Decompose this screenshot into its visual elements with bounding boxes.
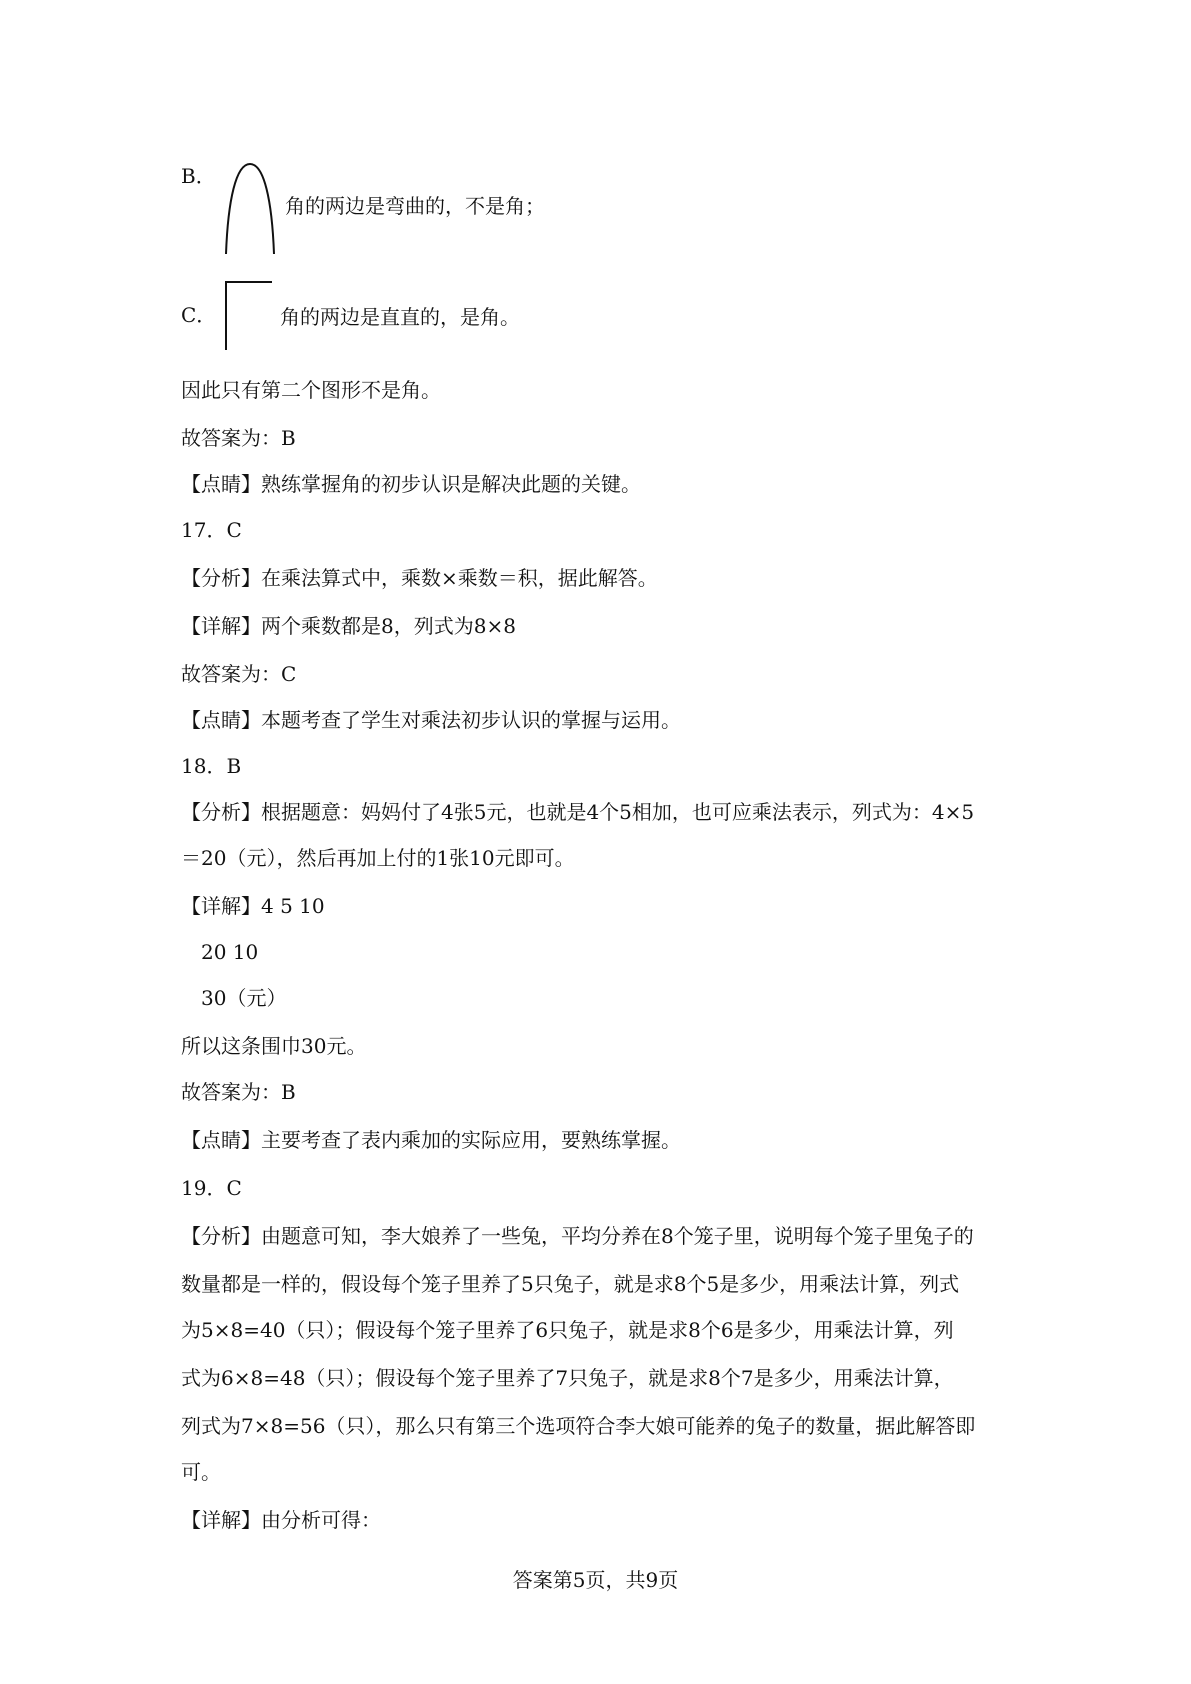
answer-line: 故答案为：C — [181, 662, 297, 686]
comment-line: 【点睛】本题考查了学生对乘法初步认识的掌握与运用。 — [181, 708, 681, 732]
analysis-line: 【分析】根据题意：妈妈付了4张5元，也就是4个5相加，也可应乘法表示，列式为：4×5 — [181, 800, 975, 824]
option-c-letter: C． — [181, 303, 217, 327]
analysis-line: 式为6×8=48（只）；假设每个笼子里养了7只兔子，就是求8个7是多少，用乘法计算， — [181, 1366, 954, 1390]
page-footer: 答案第5页，共9页 — [512, 1568, 679, 1592]
answer-line: 故答案为：B — [181, 426, 296, 450]
analysis-line: 【分析】在乘法算式中，乘数×乘数＝积，据此解答。 — [181, 566, 658, 590]
detail-line: 【详解】两个乘数都是8，列式为8×8 — [181, 614, 516, 638]
analysis-line: 【分析】由题意可知，李大娘养了一些兔，平均分养在8个笼子里，说明每个笼子里兔子的 — [181, 1224, 974, 1248]
text-line: 因此只有第二个图形不是角。 — [181, 378, 441, 402]
option-c-text: 角的两边是直直的，是角。 — [280, 305, 520, 329]
detail-line: 30（元） — [201, 986, 287, 1010]
detail-line: 20 10 — [201, 940, 259, 964]
question-number: 18．B — [181, 754, 242, 778]
option-b-text: 角的两边是弯曲的，不是角； — [285, 194, 545, 218]
analysis-line: 为5×8=40（只）；假设每个笼子里养了6只兔子，就是求8个6是多少，用乘法计算，列 — [181, 1318, 954, 1342]
analysis-line: 数量都是一样的，假设每个笼子里养了5只兔子，就是求8个5是多少，用乘法计算，列式 — [181, 1272, 960, 1296]
analysis-line: 可。 — [181, 1460, 221, 1484]
comment-line: 【点睛】熟练掌握角的初步认识是解决此题的关键。 — [181, 472, 641, 496]
question-number: 19．C — [181, 1176, 242, 1200]
answer-line: 故答案为：B — [181, 1080, 296, 1104]
analysis-line: ＝20（元），然后再加上付的1张10元即可。 — [181, 846, 575, 870]
comment-line: 【点睛】主要考查了表内乘加的实际应用，要熟练掌握。 — [181, 1128, 681, 1152]
right-angle-figure — [224, 280, 274, 352]
text-line: 所以这条围巾30元。 — [181, 1034, 367, 1058]
detail-line: 【详解】4 5 10 — [181, 894, 325, 918]
option-b-letter: B． — [181, 164, 216, 188]
analysis-line: 列式为7×8=56（只），那么只有第三个选项符合李大娘可能养的兔子的数量，据此解答即 — [181, 1414, 976, 1438]
detail-line: 【详解】由分析可得： — [181, 1508, 381, 1532]
question-number: 17．C — [181, 518, 242, 542]
curved-sides-figure — [220, 160, 280, 256]
